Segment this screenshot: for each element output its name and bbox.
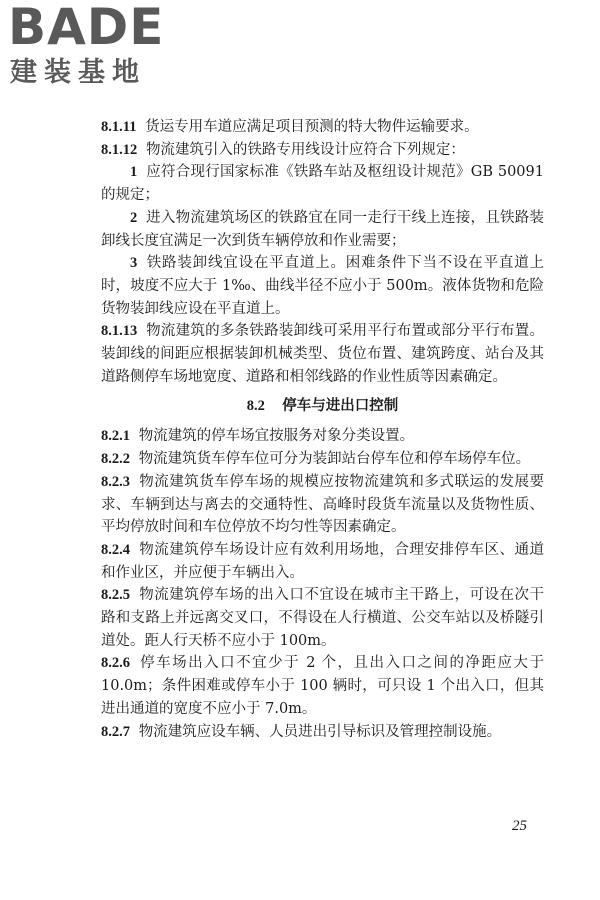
clause-8-2-2: 8.2.2 物流建筑货车停车位可分为装卸站台停车位和停车场停车位。: [101, 451, 531, 468]
clause-8-2-7: 8.2.7 物流建筑应设车辆、人员进出引导标识及管理控制设施。: [101, 723, 502, 740]
document-body: [101, 116, 544, 743]
clause-8-2-1: 8.2.1 物流建筑的停车场宜按服务对象分类设置。: [101, 428, 415, 445]
clause-8-1-13: 8.1.13 物流建筑的多条铁路装卸线可采用平行布置或部分平行布置。装卸线的间距应根据装卸机械类型、货位布置、建筑跨度、站台及其道路侧停车场地宽度、道路和相邻线路的作业性质等因素确定。: [101, 323, 544, 385]
clause-8-1-11: 8.1.11 货运专用车道应满足项目预测的特大物件运输要求。: [101, 119, 479, 135]
page-number: 25: [512, 818, 527, 834]
logo-brand-text: BADE: [8, 0, 165, 56]
clause-item-3: 3 铁路装卸线宜设在平直道上。困难条件下当不设在平直道上时，坡度不应大于 1‰、曲线半径不应小于 500m。液体货物和危险货物装卸线应设在平直道上。: [101, 255, 544, 317]
bade-logo: [8, 0, 173, 90]
clause-8-1-12: 8.1.12 物流建筑引入的铁路专用线设计应符合下列规定：: [101, 141, 465, 158]
clause-8-2-4: 8.2.4 物流建筑停车场设计应有效利用场地，合理安排停车区、通道和作业区，并应便于车辆出入。: [101, 541, 544, 581]
clause-8-2-6: 8.2.6 停车场出入口不宜少于 2 个，且出入口之间的净距应大于 10.0m；条件困难或停车小于 100 辆时，可只设 1 个出入口，但其进出通道的宽度不应小于 7.0m。: [101, 655, 544, 717]
logo-tagline: 建装基地: [10, 57, 146, 88]
clause-8-2-3: 8.2.3 物流建筑货车停车场的规模应按物流建筑和多式联运的发展要求、车辆到达与离去的交通特性、高峰时段货车流量以及货物性质、平均停放时间和车位停放不均匀性等因素确定。: [101, 473, 544, 536]
clause-item-2: 2 进入物流建筑场区的铁路宜在同一走行干线上连接，且铁路装卸线长度宜满足一次到货车辆停放和作业需要；: [101, 209, 544, 249]
clause-item-1: 1 应符合现行国家标准《铁路车站及枢纽设计规范》GB 50091 的规定；: [101, 164, 544, 204]
section-heading-8-2: 8.2 停车与进出口控制: [246, 398, 399, 415]
clause-8-2-5: 8.2.5 物流建筑停车场的出入口不宜设在城市主干路上，可设在次干路和支路上并远离交叉口，不得设在人行横道、公交车站以及桥隧引道处。距人行天桥不应小于 100m。: [101, 587, 544, 649]
